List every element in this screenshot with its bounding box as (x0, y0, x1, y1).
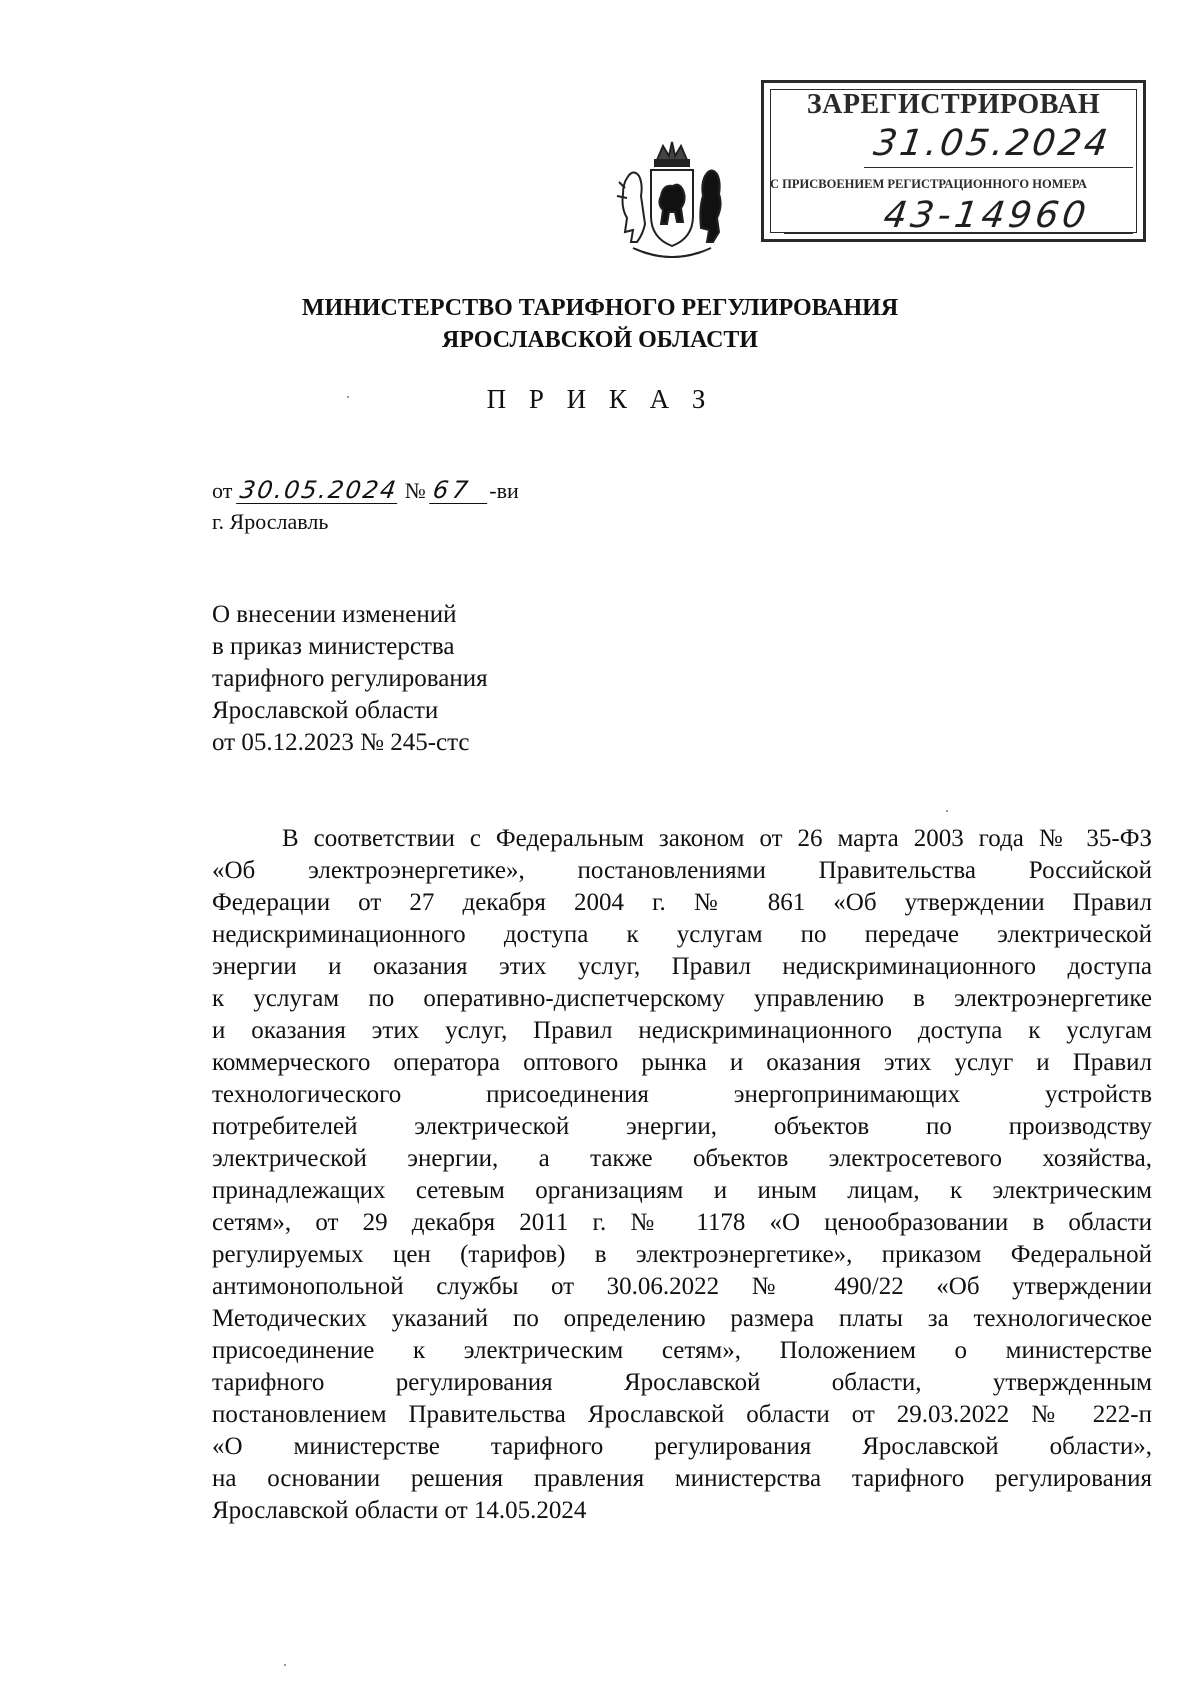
body-line: «О министерстве тарифного регулирования Ярославской области», (212, 1433, 1152, 1460)
body-line: постановлением Правительства Ярославской области от 29.03.2022 № 222-п (212, 1401, 1152, 1428)
body-line: энергии и оказания этих услуг, Правил недискриминационного доступа (212, 953, 1152, 980)
subject-line: О внесении изменений (212, 601, 457, 628)
body-line: технологического присоединения энергопринимающих устройств (212, 1081, 1152, 1108)
body-line: коммерческого оператора оптового рынка и оказания этих услуг и Правил (212, 1049, 1152, 1076)
body-line: присоединение к электрическим сетям», Положением о министерстве (212, 1337, 1152, 1364)
order-date-number-line (212, 477, 519, 504)
order-city: г. Ярославль (212, 509, 329, 534)
subject-line: в приказ министерства (212, 633, 455, 660)
order-number: 67 (429, 477, 491, 504)
body-line: регулируемых цен (тарифов) в электроэнергетике», приказом Федеральной (212, 1241, 1152, 1268)
stamp-handwritten-date: 31.05.2024 (871, 123, 1114, 164)
body-line: Ярославской области от 14.05.2024 (212, 1497, 587, 1524)
body-line: тарифного регулирования Ярославской области, утвержденным (212, 1369, 1152, 1396)
scan-speck (946, 810, 948, 812)
body-line: недискриминационного доступа к услугам по передаче электрической (212, 921, 1152, 948)
subject-line: от 05.12.2023 № 245-стс (212, 729, 470, 756)
ministry-name-line2: ЯРОСЛАВСКОЙ ОБЛАСТИ (441, 327, 759, 353)
scan-speck (347, 396, 349, 398)
body-line: на основании решения правления министерства тарифного регулирования (212, 1465, 1152, 1492)
body-line: потребителей электрической энергии, объектов по производству (212, 1113, 1152, 1140)
document-type-title: П Р И К А З (486, 384, 714, 414)
registration-stamp (761, 80, 1146, 242)
body-line: и оказания этих услуг, Правил недискриминационного доступа к услугам (212, 1017, 1152, 1044)
body-line: принадлежащих сетевым организациям и иным лицам, к электрическим (212, 1177, 1152, 1204)
ministry-name-line1: МИНИСТЕРСТВО ТАРИФНОГО РЕГУЛИРОВАНИЯ (301, 295, 899, 321)
body-line: В соответствии с Федеральным законом от 26 марта 2003 года № 35-ФЗ (282, 825, 1152, 852)
subject-line: тарифного регулирования (212, 665, 488, 692)
coat-of-arms-icon (613, 138, 731, 266)
order-date: 30.05.2024 (237, 476, 400, 504)
scan-speck (284, 1664, 286, 1666)
body-line: к услугам по оперативно-диспетчерскому управлению в электроэнергетике (212, 985, 1152, 1012)
stamp-number-underline (784, 233, 1133, 234)
stamp-title: ЗАРЕГИСТРИРОВАН (806, 89, 1101, 120)
order-body-paragraph (212, 823, 1152, 1527)
stamp-date-underline (864, 167, 1133, 168)
stamp-handwritten-number: 43-14960 (881, 195, 1093, 236)
body-line: сетям», от 29 декабря 2011 г. № 1178 «О ценообразовании в области (212, 1209, 1152, 1236)
body-line: электрической энергии, а также объектов электросетевого хозяйства, (212, 1145, 1152, 1172)
stamp-subtitle: С ПРИСВОЕНИЕМ РЕГИСТРАЦИОННОГО НОМЕРА (770, 177, 1087, 191)
subject-line: Ярославской области (212, 697, 439, 724)
order-number-suffix: -ви (489, 478, 519, 503)
body-line: «Об электроэнергетике», постановлениями Правительства Российской (212, 857, 1152, 884)
body-line: Методических указаний по определению размера платы за технологическое (212, 1305, 1152, 1332)
order-number-sign: № (404, 478, 426, 503)
order-subject (212, 599, 488, 759)
body-line: Федерации от 27 декабря 2004 г. № 861 «Об утверждении Правил (212, 889, 1152, 916)
body-line: антимонопольной службы от 30.06.2022 № 490/22 «Об утверждении (212, 1273, 1152, 1300)
order-date-prefix: от (212, 478, 233, 503)
